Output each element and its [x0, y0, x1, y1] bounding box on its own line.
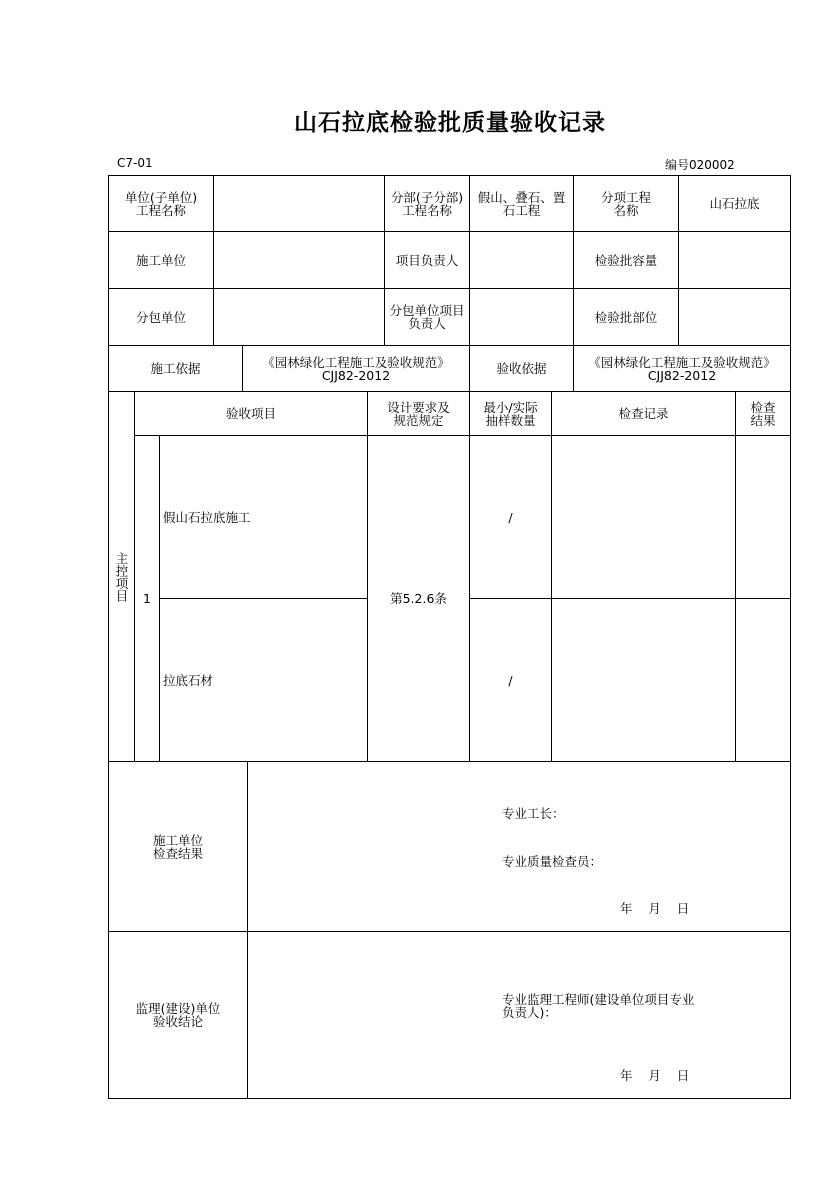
main-control-section-label: 主控项目 — [114, 551, 129, 602]
col-design-header: 设计要求及 规范规定 — [387, 399, 450, 428]
unit-project-value[interactable] — [214, 176, 384, 231]
sub-manager-label: 分包单位项目 负责人 — [389, 303, 465, 331]
contractor-value[interactable] — [214, 232, 384, 288]
batch-location-label: 检验批部位 — [594, 309, 658, 325]
project-manager-value[interactable] — [470, 232, 573, 288]
supervisor-check-label: 监理(建设)单位 验收结论 — [135, 1001, 221, 1029]
unit-project-label: 单位(子单位) 工程名称 — [124, 189, 198, 218]
serial-number: 编号020002 — [665, 158, 735, 172]
acceptance-basis-label: 验收依据 — [496, 361, 547, 376]
construction-basis-value: 《园林绿化工程施工及验收规范》 CJJ82-2012 — [262, 354, 450, 383]
item-record-2[interactable] — [552, 599, 735, 761]
subcontractor-value[interactable] — [214, 289, 384, 345]
col-record-header: 检查记录 — [618, 406, 669, 421]
contractor-label: 施工单位 — [135, 252, 186, 268]
col-sample-header: 最小/实际 抽样数量 — [483, 399, 538, 428]
division-label: 分部(子分部) 工程名称 — [390, 189, 464, 218]
contractor-check-label: 施工单位 检查结果 — [152, 832, 203, 861]
item-result-2[interactable] — [736, 599, 790, 761]
border-right — [790, 175, 791, 1099]
acceptance-basis-value: 《园林绿化工程施工及验收规范》 CJJ82-2012 — [588, 354, 776, 383]
form-title: 山石拉底检验批质量验收记录 — [294, 109, 606, 136]
sub-manager-value[interactable] — [470, 289, 573, 345]
foreman-signature-label: 专业工长： — [502, 806, 565, 821]
construction-basis-label: 施工依据 — [150, 361, 201, 376]
row-number: 1 — [143, 591, 151, 606]
supervisor-signature-label: 专业监理工程师(建设单位项目专业 负责人)： — [502, 992, 695, 1020]
batch-location-value[interactable] — [679, 289, 790, 345]
col-item-header: 验收项目 — [225, 406, 276, 421]
project-manager-label: 项目负责人 — [395, 252, 459, 268]
col-result-header: 检查 结果 — [750, 399, 776, 428]
contractor-date: 年 月 日 — [620, 901, 690, 916]
item-name-1: 假山石拉底施工 — [163, 509, 251, 525]
subitem-label: 分项工程 名称 — [600, 189, 651, 218]
division-value[interactable]: 假山、叠石、置 石工程 — [477, 189, 566, 218]
clause-cell: 第5.2.6条 — [390, 591, 447, 606]
item-record-1[interactable] — [552, 436, 735, 598]
item-result-1[interactable] — [736, 436, 790, 598]
supervisor-date: 年 月 日 — [620, 1068, 690, 1083]
subcontractor-label: 分包单位 — [135, 309, 186, 325]
item-name-2: 拉底石材 — [163, 672, 214, 688]
item-sample-2: / — [508, 672, 513, 688]
border-bottom — [108, 1098, 791, 1099]
batch-capacity-value[interactable] — [679, 232, 790, 288]
inspector-signature-label: 专业质量检查员： — [502, 854, 603, 869]
form-code: C7-01 — [117, 156, 153, 170]
batch-capacity-label: 检验批容量 — [594, 252, 658, 268]
vline — [247, 761, 248, 1098]
item-sample-1: / — [508, 509, 513, 525]
subitem-value[interactable]: 山石拉底 — [709, 196, 760, 211]
